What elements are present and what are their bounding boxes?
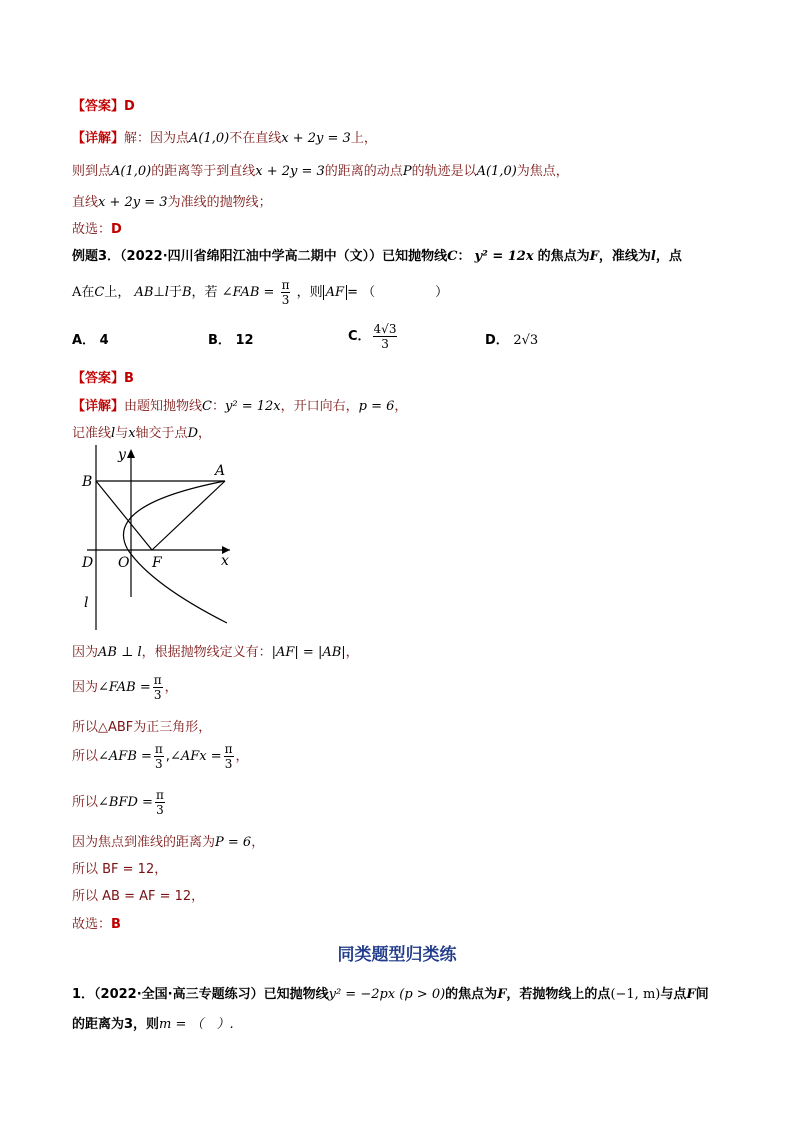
option-c[interactable] [348, 322, 399, 351]
equation: AB ⊥ l [98, 645, 142, 660]
point-a: A(1,0) [476, 164, 517, 179]
answer-value: B [124, 371, 134, 386]
text: 所以△ABF为正三角形， [72, 720, 212, 735]
point-a: A [72, 285, 82, 300]
text: 所以 BF = 12， [72, 862, 168, 877]
text: 的焦点为 [537, 249, 590, 264]
line-equation: x + 2y = 3 [98, 195, 168, 210]
text: 因为焦点到准线的距离为 [72, 835, 216, 850]
fraction-pi-3 [281, 278, 291, 307]
option-label: B． [208, 333, 231, 348]
o-label: O [118, 555, 130, 571]
point: (−1, m) [610, 987, 661, 1002]
text: 则到点 [72, 164, 112, 179]
detail2-line-2: 记准线l与x轴交于点D， [72, 426, 212, 441]
text: ，点 [655, 249, 682, 264]
text: 的距离等于到直线 [151, 164, 256, 179]
text: 1．（2022·全国·高三专题练习）已知抛物线 [72, 987, 329, 1002]
option-b[interactable] [208, 329, 254, 348]
text: 与点 [660, 987, 687, 1002]
equation: ∠BFD = [98, 795, 153, 810]
text: 间 [695, 987, 709, 1002]
detail2-line-1: 【详解】由题知抛物线C：y² = 12x，开口向右，p = 6， [72, 399, 408, 414]
text: ，开口向右， [280, 399, 359, 414]
text: 的距离为3，则 [72, 1017, 160, 1032]
numerator: π [281, 278, 290, 292]
x-label: x [221, 553, 229, 569]
denominator: 3 [153, 688, 162, 702]
numerator: π [154, 742, 163, 756]
equation: |AF| = |AB| [271, 645, 346, 660]
text: 记准线 [72, 426, 112, 441]
directrix-l: l [650, 249, 656, 264]
step-3 [72, 716, 211, 735]
option-value: 4 [99, 333, 109, 348]
step-1: 因为AB ⊥ l，根据抛物线定义有：|AF| = |AB|， [72, 645, 359, 660]
text: 直线 [72, 195, 99, 210]
directrix-l: l [164, 285, 169, 300]
point-a: A(1,0) [111, 164, 152, 179]
text: ： [211, 399, 225, 414]
detail-line-4 [72, 218, 122, 237]
denominator: 3 [156, 803, 164, 817]
section-heading: 同类题型归类练 [337, 945, 457, 965]
detail-label: 【详解】 [72, 399, 125, 414]
text: 与 [115, 426, 129, 441]
numerator: π [153, 673, 162, 687]
parabola-eq: y² = 12x [474, 249, 534, 264]
answer-line-2 [72, 367, 134, 386]
detail-line-1 [72, 127, 377, 146]
text: ） [435, 285, 449, 300]
text: ，根据抛物线定义有： [141, 645, 272, 660]
step-4: 所以∠AFB = $\frac{\pi}{3}$ ,∠AFx = $\frac{\pi}{3}$ ， [72, 742, 249, 771]
text: 上， [104, 285, 131, 300]
equation: y² = −2px (p > 0) [328, 987, 446, 1002]
equation: m = （ ）. [159, 1017, 234, 1032]
question-1-line-1 [72, 983, 709, 1002]
step-8 [72, 885, 204, 904]
question-1-line-2 [72, 1013, 234, 1032]
step-6: 因为焦点到准线的距离为P = 6， [72, 835, 265, 850]
step-2: 因为∠FAB = $\frac{\pi}{3}$ ， [72, 673, 178, 702]
d-label: D [82, 555, 94, 571]
example3-title: 例题3．（2022·四川省绵阳江油中学高二期中（文））已知抛物线C： y² = 12x 的焦点为F，准线为l，点 [72, 249, 682, 264]
denominator: 3 [281, 293, 290, 307]
detail-line-2 [72, 160, 569, 179]
option-label: C． [348, 329, 371, 344]
b-label: B [82, 474, 93, 490]
text: ，若抛物线上的点 [506, 987, 611, 1002]
option-label: A． [72, 333, 96, 348]
equation: ∠AFx = [169, 749, 222, 764]
angle-fab: ∠FAB = [221, 285, 275, 300]
curve-c: C [94, 285, 105, 300]
numerator: π [224, 742, 233, 756]
text: ，则 [296, 285, 323, 300]
example3-line2 [72, 278, 448, 307]
step-7 [72, 858, 167, 877]
text: 所以 [72, 795, 99, 810]
text: 例题3．（2022·四川省绵阳江油中学高二期中（文））已知抛物线 [72, 249, 448, 264]
text: = （ [347, 285, 376, 300]
abs-af: AF [323, 285, 347, 300]
y-label: y [118, 447, 126, 463]
text: 故选： [72, 917, 112, 932]
text: 的焦点为 [445, 987, 498, 1002]
parabola-eq: y² = 12x [225, 399, 281, 414]
f-label: F [152, 555, 162, 571]
text: 的距离的动点 [324, 164, 403, 179]
answer-label: 【答案】 [72, 99, 125, 114]
option-a[interactable] [72, 329, 109, 348]
detail-label: 【详解】 [72, 131, 125, 146]
l-label: l [84, 595, 89, 611]
text: ，准线为 [598, 249, 651, 264]
option-d[interactable] [485, 329, 538, 348]
line-equation: x + 2y = 3 [281, 131, 351, 146]
text: 轴交于点 [135, 426, 188, 441]
step-9 [72, 913, 121, 932]
focus-f: F [589, 249, 599, 264]
answer-label: 【答案】 [72, 371, 125, 386]
line-equation: x + 2y = 3 [255, 164, 325, 179]
text: 于 [168, 285, 182, 300]
answer-value: D [124, 99, 135, 114]
text: 因为 [72, 680, 99, 695]
directrix-l: l [111, 426, 116, 441]
p-value: p = 6 [358, 399, 395, 414]
text: ⊥ [153, 285, 165, 300]
point-d: D [187, 426, 198, 441]
text: 解：因为点 [124, 131, 190, 146]
a-label: A [215, 463, 226, 479]
point-a: A(1,0) [189, 131, 230, 146]
text: 所以 [72, 749, 99, 764]
focus-f: F [497, 987, 507, 1002]
option-value: 12 [235, 333, 254, 348]
denominator: 3 [155, 757, 163, 771]
step-5 [72, 788, 167, 817]
text: 的轨迹是以 [411, 164, 477, 179]
text: ，若 [191, 285, 218, 300]
denominator: 3 [224, 757, 233, 771]
point-b: B [181, 285, 192, 300]
text: 为准线的抛物线； [167, 195, 272, 210]
denominator: 3 [381, 337, 389, 351]
curve-c: C [202, 399, 212, 414]
equation: ∠AFB = [98, 749, 152, 764]
equation: P = 6 [215, 835, 252, 850]
text: 因为 [72, 645, 99, 660]
parabola-figure [72, 445, 242, 635]
point-p: P [402, 164, 412, 179]
option-value: 2√3 [513, 333, 539, 348]
segment-ab: AB [134, 285, 154, 300]
option-label: D． [485, 333, 509, 348]
choice: B [111, 917, 121, 932]
text: 由题知抛物线 [124, 399, 203, 414]
numerator: π [155, 788, 164, 802]
answer-line [72, 95, 135, 114]
detail-line-3 [72, 191, 272, 210]
text: 不在直线 [229, 131, 282, 146]
text: 在 [81, 285, 95, 300]
text: 为焦点， [516, 164, 569, 179]
focus-f: F [686, 987, 696, 1002]
option-value: 4√3 [373, 322, 397, 336]
text: 故选： [72, 222, 112, 237]
x-axis-label: x [128, 426, 136, 441]
equation: ∠FAB = [98, 680, 151, 695]
text: 所以 AB = AF = 12， [72, 889, 205, 904]
curve-c: C [447, 249, 458, 264]
choice: D [111, 222, 122, 237]
text: 上， [350, 131, 377, 146]
